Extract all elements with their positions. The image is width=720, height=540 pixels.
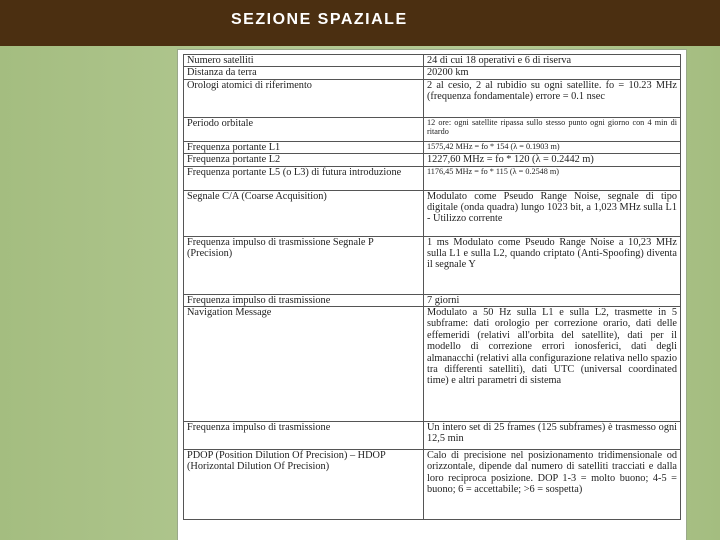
slide-header bbox=[0, 0, 720, 46]
param-cell: Frequenza impulso di trasmissione Segnale P (Precision) bbox=[184, 236, 424, 294]
table-row bbox=[184, 166, 681, 190]
value-cell: 20200 km bbox=[424, 67, 681, 79]
param-cell: Numero satelliti bbox=[184, 55, 424, 67]
value-cell: 1575,42 MHz = fo * 154 (λ = 0.1903 m) bbox=[424, 141, 681, 153]
param-cell: Periodo orbitale bbox=[184, 117, 424, 141]
table-row bbox=[184, 294, 681, 306]
param-cell: Frequenza impulso di trasmissione bbox=[184, 422, 424, 450]
table-row bbox=[184, 190, 681, 236]
value-cell: 24 di cui 18 operativi e 6 di riserva bbox=[424, 55, 681, 67]
table-row bbox=[184, 141, 681, 153]
value-cell: 1 ms Modulato come Pseudo Range Noise a 10,23 MHz sulla L1 e sulla L2, quando criptato (Anti-Spoofing) diventa il segnale Y bbox=[424, 236, 681, 294]
param-cell: Segnale C/A (Coarse Acquisition) bbox=[184, 190, 424, 236]
value-cell: 1176,45 MHz = fo * 115 (λ = 0.2548 m) bbox=[424, 166, 681, 190]
table-row bbox=[184, 55, 681, 67]
value-cell: 7 giorni bbox=[424, 294, 681, 306]
value-cell: Un intero set di 25 frames (125 subframes) è trasmesso ogni 12,5 min bbox=[424, 422, 681, 450]
param-cell: Frequenza portante L2 bbox=[184, 154, 424, 166]
table-row bbox=[184, 154, 681, 166]
table-row bbox=[184, 236, 681, 294]
table-row bbox=[184, 117, 681, 141]
spec-table bbox=[183, 54, 681, 520]
document-page bbox=[178, 50, 686, 540]
param-cell: PDOP (Position Dilution Of Precision) – HDOP (Horizontal Dilution Of Precision) bbox=[184, 450, 424, 520]
param-cell: Navigation Message bbox=[184, 307, 424, 422]
slide-title: SEZIONE SPAZIALE bbox=[231, 11, 408, 28]
value-cell: 2 al cesio, 2 al rubidio su ogni satellite. fo = 10.23 MHz (frequenza fondamentale) errore = 0.1 nsec bbox=[424, 79, 681, 117]
value-cell: Calo di precisione nel posizionamento tridimensionale od orizzontale, dipende dal numero di satelliti tracciati e dalla loro reciproca posizione. DOP 1-3 = molto buono; 4-5 = buono; 6 = accettabile; >6 = sospetta) bbox=[424, 450, 681, 520]
table-row bbox=[184, 307, 681, 422]
param-cell: Frequenza impulso di trasmissione bbox=[184, 294, 424, 306]
value-cell: 1227,60 MHz = fo * 120 (λ = 0.2442 m) bbox=[424, 154, 681, 166]
table-row bbox=[184, 67, 681, 79]
value-cell: Modulato come Pseudo Range Noise, segnale di tipo digitale (onda quadra) lungo 1023 bit, a 1,023 MHz sulla L1 - Utilizzo corrente bbox=[424, 190, 681, 236]
param-cell: Orologi atomici di riferimento bbox=[184, 79, 424, 117]
param-cell: Frequenza portante L5 (o L3) di futura introduzione bbox=[184, 166, 424, 190]
value-cell: Modulato a 50 Hz sulla L1 e sulla L2, trasmette in 5 subframe: dati orologio per correzione orario, dati delle effemeridi (relativi all'orbita del satellite), dati per il modello di correzione errori ionosferici, dati degli almanacchi (relativi alla configurazione relativa nello spazio tra differenti satelliti), dati UTC (universal coordinated time) e altri parametri di sistema bbox=[424, 307, 681, 422]
param-cell: Frequenza portante L1 bbox=[184, 141, 424, 153]
param-cell: Distanza da terra bbox=[184, 67, 424, 79]
table-row bbox=[184, 79, 681, 117]
table-row bbox=[184, 450, 681, 520]
table-row bbox=[184, 422, 681, 450]
value-cell: 12 ore: ogni satellite ripassa sullo stesso punto ogni giorno con 4 min di ritardo bbox=[424, 117, 681, 141]
